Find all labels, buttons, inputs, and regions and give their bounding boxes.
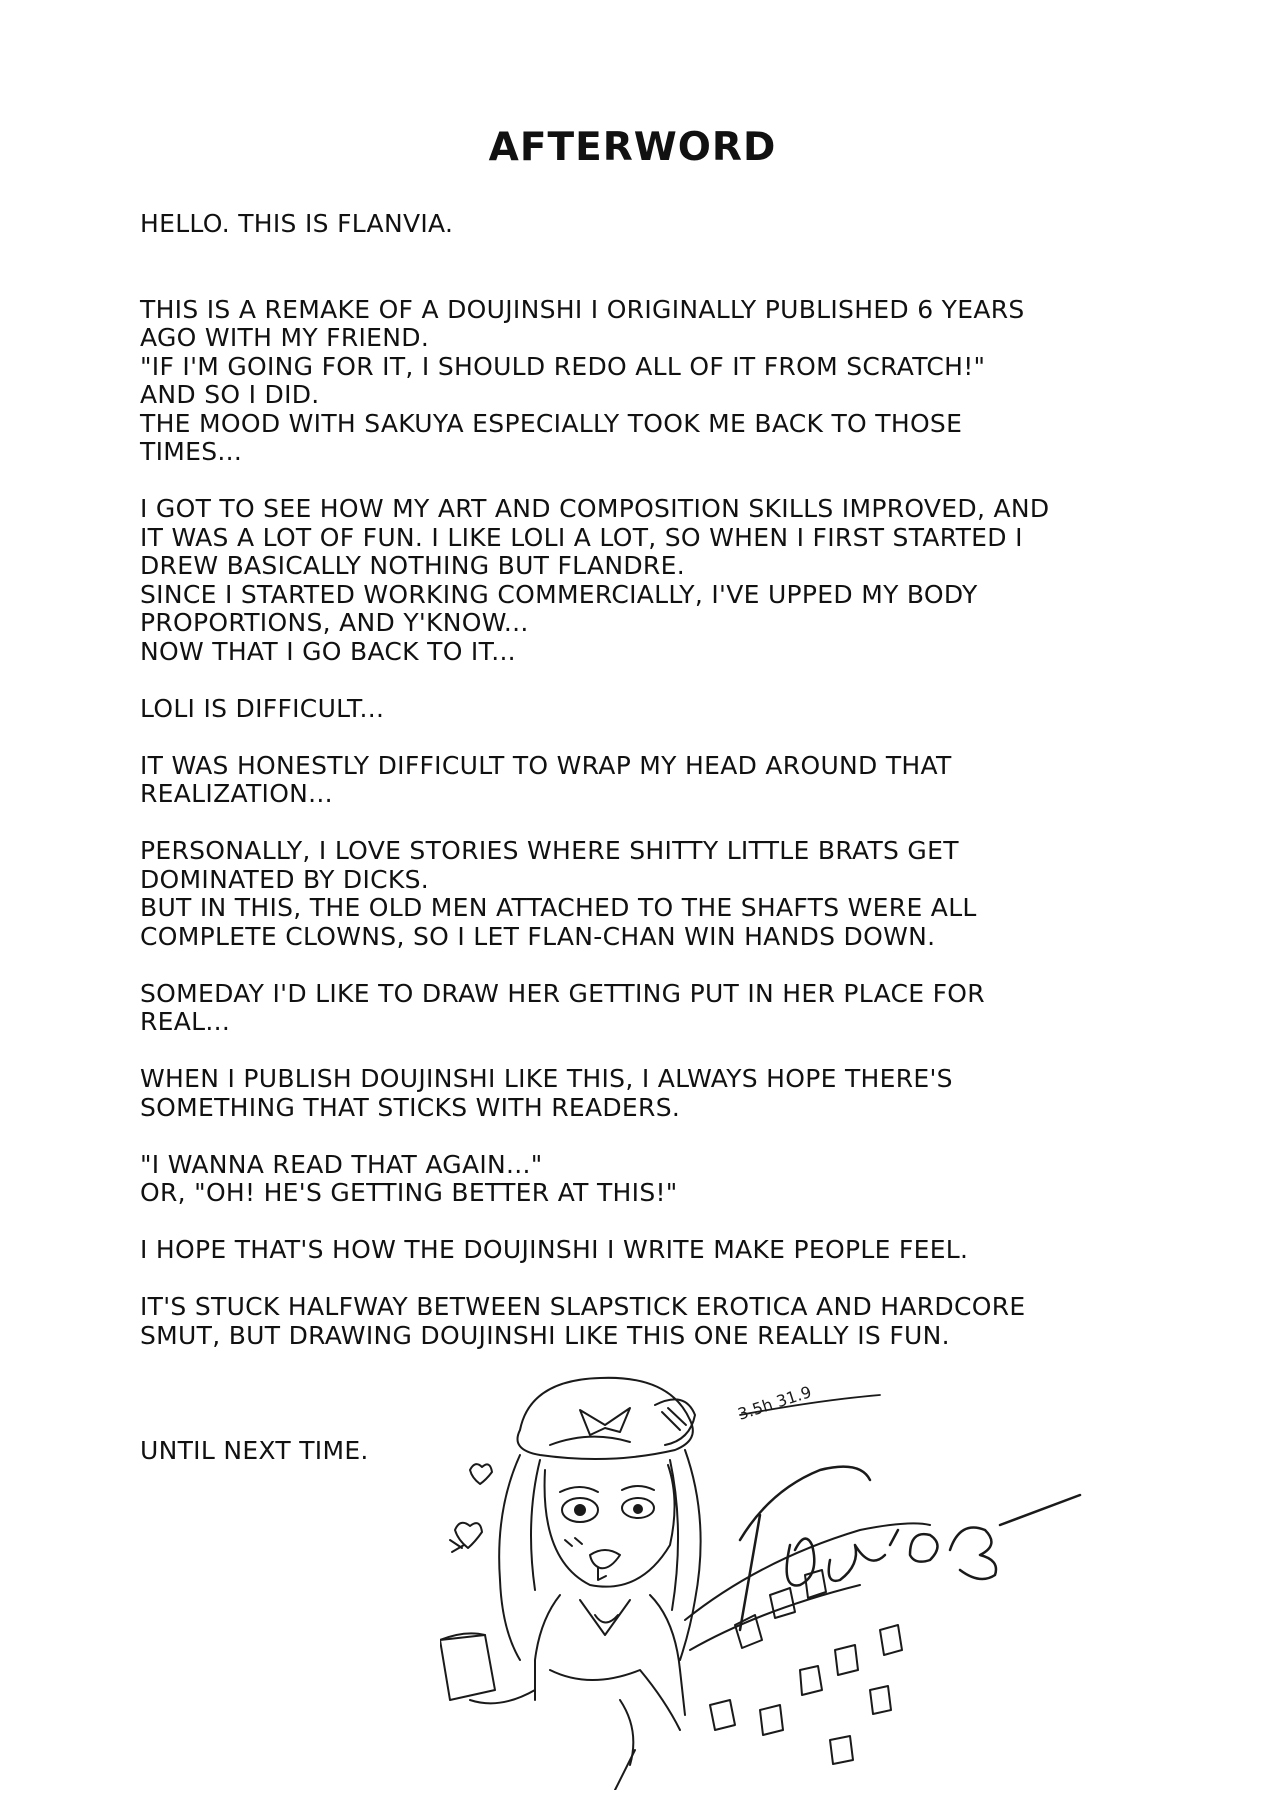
text-line: "IF I'M GOING FOR IT, I SHOULD REDO ALL OF IT FROM SCRATCH!" — [140, 351, 986, 381]
paragraph — [140, 695, 1140, 724]
text-line: IT'S STUCK HALFWAY BETWEEN SLAPSTICK EROTICA AND HARDCORE — [140, 1292, 1026, 1321]
paragraph — [140, 210, 1140, 239]
text-line: COMPLETE CLOWNS, SO I LET FLAN-CHAN WIN HANDS DOWN. — [140, 921, 936, 951]
afterword-body — [140, 210, 1140, 1379]
text-line: IT WAS HONESTLY DIFFICULT TO WRAP MY HEAD AROUND THAT — [140, 750, 952, 780]
text-line: SMUT, BUT DRAWING DOUJINSHI LIKE THIS ONE REALLY IS FUN. — [140, 1320, 950, 1350]
text-line: HELLO. THIS IS FLANVIA. — [140, 209, 454, 238]
paragraph — [140, 1151, 1140, 1208]
signature-name: Flan'a — [860, 1670, 864, 1671]
text-line: DOMINATED BY DICKS. — [140, 864, 429, 894]
text-line: PROPORTIONS, AND Y'KNOW... — [140, 608, 529, 637]
paragraph — [140, 980, 1140, 1037]
paragraph — [140, 752, 1140, 809]
text-line: REAL... — [140, 1007, 231, 1036]
closing-line: UNTIL NEXT TIME. — [140, 1436, 369, 1465]
text-line: WHEN I PUBLISH DOUJINSHI LIKE THIS, I ALWAYS HOPE THERE'S — [140, 1064, 953, 1093]
page-title: AFTERWORD — [488, 125, 777, 170]
text-line: REALIZATION... — [140, 779, 333, 808]
text-line: SOMETHING THAT STICKS WITH READERS. — [140, 1092, 681, 1122]
text-line: BUT IN THIS, THE OLD MEN ATTACHED TO THE SHAFTS WERE ALL — [140, 893, 977, 922]
text-line: AND SO I DID. — [140, 380, 320, 409]
text-line: I HOPE THAT'S HOW THE DOUJINSHI I WRITE MAKE PEOPLE FEEL. — [140, 1235, 969, 1264]
text-line: I GOT TO SEE HOW MY ART AND COMPOSITION SKILLS IMPROVED, AND — [140, 494, 1050, 523]
text-line: THE MOOD WITH SAKUYA ESPECIALLY TOOK ME BACK TO THOSE — [140, 408, 963, 438]
paragraph — [140, 296, 1140, 467]
text-line: PERSONALLY, I LOVE STORIES WHERE SHITTY LITTLE BRATS GET — [140, 836, 959, 865]
text-line: "I WANNA READ THAT AGAIN..." — [140, 1149, 543, 1179]
paragraph — [140, 495, 1140, 666]
paragraph — [140, 1293, 1140, 1350]
text-line: OR, "OH! HE'S GETTING BETTER AT THIS!" — [140, 1178, 678, 1207]
text-line: SINCE I STARTED WORKING COMMERCIALLY, I'VE UPPED MY BODY — [140, 579, 978, 609]
paragraph — [140, 1065, 1140, 1122]
text-line: TIMES... — [140, 437, 243, 466]
text-line: LOLI IS DIFFICULT... — [140, 693, 385, 723]
text-line: DREW BASICALLY NOTHING BUT FLANDRE. — [140, 551, 685, 580]
text-line: AGO WITH MY FRIEND. — [140, 323, 430, 352]
sketch-drawing — [440, 1370, 1120, 1790]
paragraph — [140, 1236, 1140, 1265]
signature-date: 3.5h 31.9 — [735, 1382, 814, 1424]
text-line: IT WAS A LOT OF FUN. I LIKE LOLI A LOT, SO WHEN I FIRST STARTED I — [140, 522, 1023, 552]
text-line: THIS IS A REMAKE OF A DOUJINSHI I ORIGINALLY PUBLISHED 6 YEARS — [140, 294, 1025, 324]
text-line: SOMEDAY I'D LIKE TO DRAW HER GETTING PUT IN HER PLACE FOR — [140, 978, 985, 1008]
paragraph — [140, 837, 1140, 951]
character-sketch — [440, 1370, 1120, 1790]
text-line: NOW THAT I GO BACK TO IT... — [140, 636, 516, 666]
